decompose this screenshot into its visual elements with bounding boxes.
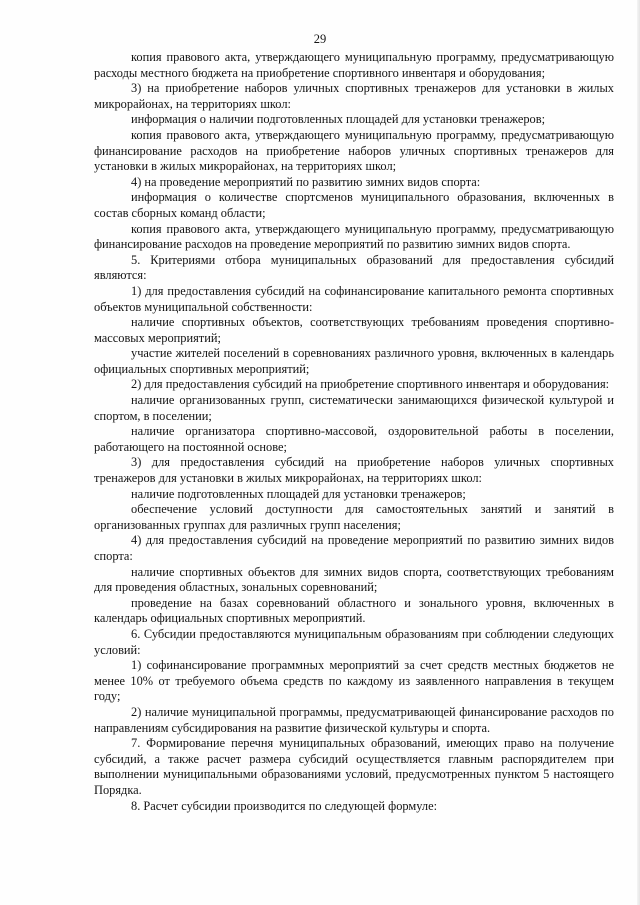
paragraph: проведение на базах соревнований областного и зонального уровня, включенных в календарь официальных спортивных мероприятий. — [94, 595, 614, 626]
paragraph: 7. Формирование перечня муниципальных образований, имеющих право на получение субсидий, а также расчет размера субсидий осуществляется главным распорядителем при выполнении муниципальными образованиями условий, предусмотренных пунктом 5 настоящего Порядка. — [94, 736, 614, 797]
paragraph: 3) для предоставления субсидий на приобретение наборов уличных спортивных тренажеров для установки в жилых микрорайонах, на территориях школ: — [94, 455, 614, 486]
paragraph: наличие организатора спортивно-массовой, оздоровительной работы в поселении, работающего на постоянной основе; — [94, 424, 614, 454]
paragraph: копия правового акта, утверждающего муниципальную программу, предусматривающую расходы местного бюджета на приобретение спортивного инвентаря и оборудования; — [94, 50, 614, 80]
paragraph: 8. Расчет субсидии производится по следующей формуле: — [131, 798, 438, 813]
paragraph: информация о количестве спортсменов муниципального образования, включенных в состав сборных команд области; — [94, 190, 614, 220]
paragraph: 3) на приобретение наборов уличных спортивных тренажеров для установки в жилых микрорайонах, на территориях школ: — [94, 81, 614, 111]
page-number: 29 — [313, 32, 327, 46]
paragraph: участие жителей поселений в соревнованиях различного уровня, включенных в календарь официальных спортивных мероприятий; — [94, 346, 614, 376]
paragraph: 2) наличие муниципальной программы, предусматривающей финансирование расходов по направлениям субсидирования на развитие физической культуры и спорта. — [94, 704, 614, 735]
paragraph: наличие организованных групп, систематически занимающихся физической культурой и спортом, в поселении; — [94, 393, 614, 423]
paragraph: копия правового акта, утверждающего муниципальную программу, предусматривающую финансирование расходов на приобретение наборов уличных спортивных тренажеров для установки в жилых микрорайонах, на территориях школ; — [94, 127, 614, 174]
paragraph: информация о наличии подготовленных площадей для установки тренажеров; — [131, 112, 546, 127]
paragraph: 1) для предоставления субсидий на софинансирование капитального ремонта спортивных объектов муниципальной собственности: — [94, 283, 614, 314]
paragraph: наличие спортивных объектов для зимних видов спорта, соответствующих требованиям для проведения областных, зональных соревнований; — [94, 564, 614, 595]
paragraph: 6. Субсидии предоставляются муниципальным образованиям при соблюдении следующих условий: — [94, 626, 614, 657]
paragraph: 2) для предоставления субсидий на приобретение спортивного инвентаря и оборудования: — [131, 377, 610, 392]
paragraph: обеспечение условий доступности для самостоятельных занятий и занятий в организованных группах для различных групп населения; — [94, 502, 614, 532]
paragraph: 1) софинансирование программных мероприятий за счет средств местных бюджетов не менее 10% от требуемого объема средств по каждому из заявленного направления в текущем году; — [94, 658, 614, 704]
paragraph: 5. Критериями отбора муниципальных образований для предоставления субсидий являются: — [94, 252, 614, 283]
paragraph: наличие подготовленных площадей для установки тренажеров; — [131, 486, 466, 501]
paragraph: 4) на проведение мероприятий по развитию зимних видов спорта: — [131, 174, 481, 189]
paragraph: наличие спортивных объектов, соответствующих требованиям проведения спортивно-массовых мероприятий; — [94, 315, 614, 345]
paragraph: 4) для предоставления субсидий на проведение мероприятий по развитию зимних видов спорта: — [94, 533, 614, 563]
paragraph: копия правового акта, утверждающего муниципальную программу, предусматривающую финансирование расходов на проведение мероприятий по развитию зимних видов спорта. — [94, 221, 614, 252]
document-body — [94, 50, 614, 814]
